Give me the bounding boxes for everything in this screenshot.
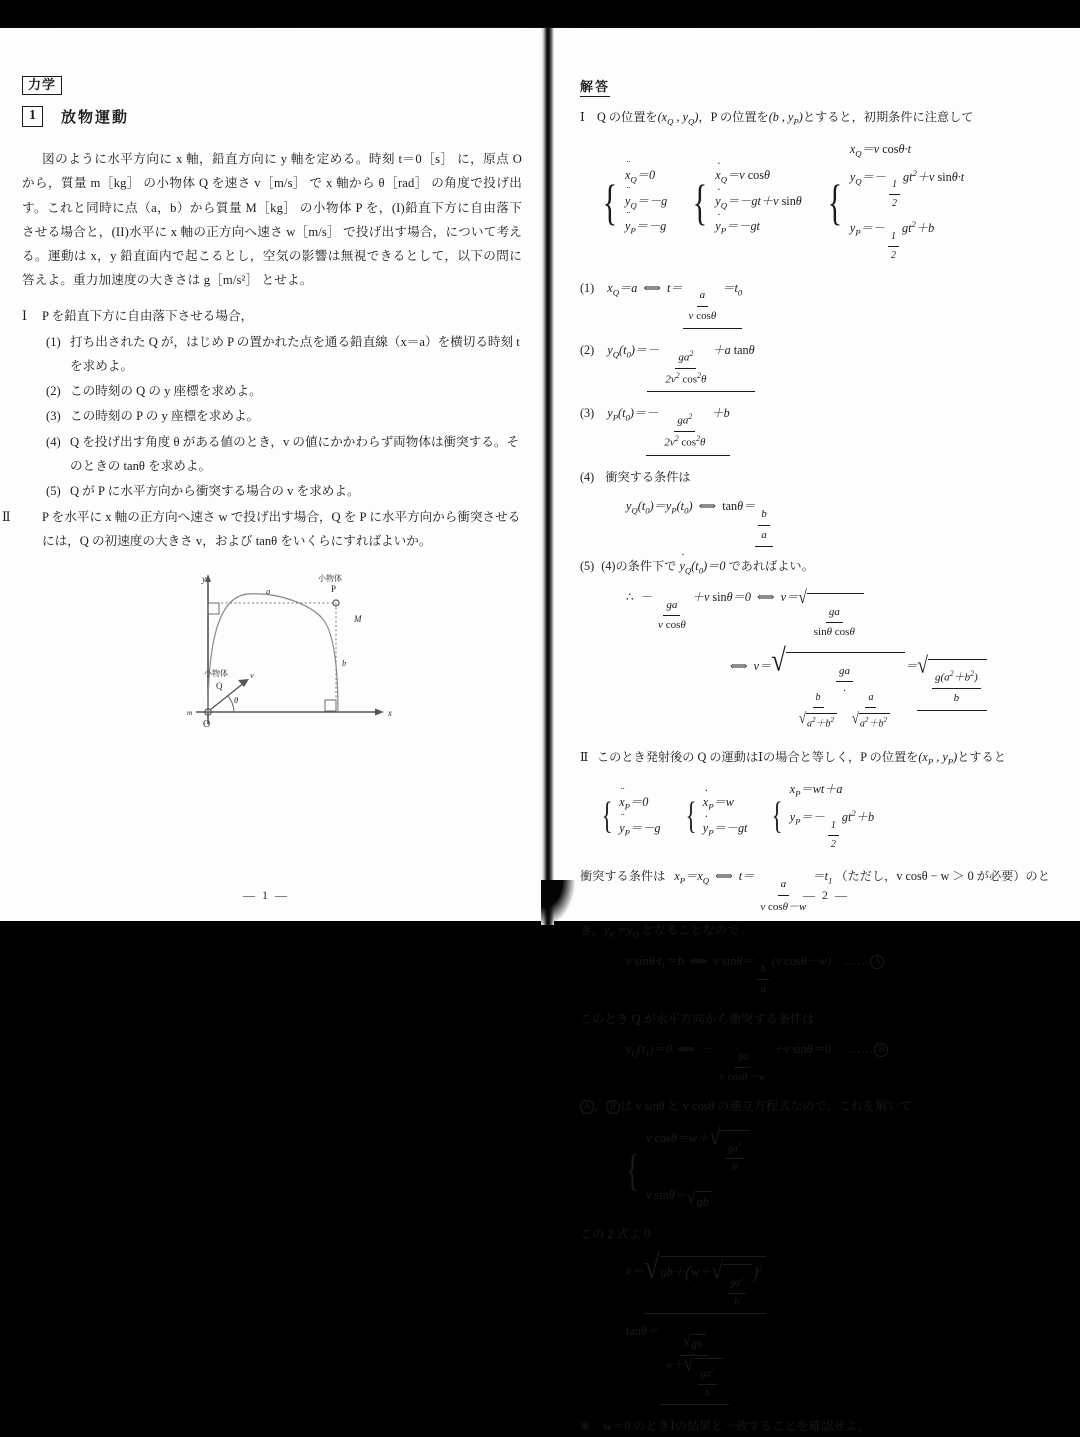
collision-note-3: となることなので [641, 923, 740, 938]
accel-system-II: { ¨ $x_P=0$ ¨ $y_P=-g$ [598, 791, 661, 842]
x-axis-label: x [388, 707, 392, 718]
answer-section-II-text: このとき発射後の Q の運動はⅠの場合と等しく，P の位置を($x_P$ , $y_P$)とすると [597, 750, 1006, 767]
answer-3 [580, 404, 1052, 456]
equation-A-ref: A [580, 1100, 594, 1114]
collision-note-2: き， [580, 923, 604, 938]
mass-m-label: m [187, 707, 193, 717]
question-label: (5) [46, 483, 61, 498]
equation-A: v $\sin\theta\cdot t_1=b$ ⟺ v sinθ＝ $\frac{b}{a}$ (v cosθ－w) …… A [626, 952, 1052, 999]
question-list [22, 330, 522, 503]
problem-heading [22, 106, 522, 127]
left-page-content [2, 76, 522, 747]
footnote-row [580, 1415, 1052, 1437]
section-II-text: P を水平に x 軸の正方向へ速さ w で投げ出す場合，Q を P に水平方向から衝突させるには，Q の初速度の大きさ v，および tanθ をいくらにすればよいか。 [42, 510, 521, 548]
problem-section-II [2, 506, 522, 554]
answer-section-I-intro [580, 106, 1052, 130]
book-gutter-shadow [541, 880, 575, 925]
left-page [0, 28, 548, 921]
problem-body [22, 147, 522, 292]
problem-section-I [22, 305, 522, 329]
answer-5-math-2: ⟺ v＝ √ ga b √ $a^2+b^2$ · a √ $a^2+b^2$ ＝ √ $\frac{g(a^2+b^2)}{b}$ [730, 652, 1052, 732]
answer-5 [580, 555, 1052, 579]
answer-1-label: (1) [580, 280, 595, 295]
answer-2-math: $y_Q(t_0)=-$ $\frac{ga^2}{2v^2 \cos^2\theta}$ ＋a tanθ [607, 343, 754, 357]
object-q-caption: 小物体 [204, 668, 228, 678]
collision-note: （ただし，v cosθ − w ＞ 0 が必要）のと [835, 869, 1050, 884]
equation-B-label: B [874, 1043, 888, 1057]
simultaneous-text: は v sinθ と v cosθ の連立方程式なので，これを解いて [620, 1099, 912, 1114]
answer-4 [580, 466, 1052, 489]
answer-5-math-1: ∴ － $\frac{ga}{\text{v cosθ}}$ ＋v sinθ＝0 ⟺ v＝ √ $\frac{ga}{\text{sinθ cosθ}}$ [626, 588, 1052, 642]
horizontal-collision-condition: このとき Q が水平方向から衝突する条件は [580, 1012, 815, 1026]
right-page-content [580, 76, 1052, 1437]
question-text: Q を投げ出す角度 θ がある値のとき，v の値にかかわらず両物体は衝突する。そのときの tanθ を求めよ。 [70, 434, 520, 473]
question-text: Q が P に水平方向から衝突する場合の v を求めよ。 [70, 483, 360, 498]
list-item [46, 430, 522, 478]
answer-1 [580, 279, 1052, 329]
list-item [46, 479, 522, 503]
velocity-system: { ˙ $x_Q=v$ cosθ ˙ $y_Q=-gt+v$ sinθ ˙ $y_P=-gt$ [688, 164, 802, 240]
right-angle-lower [325, 700, 336, 711]
right-page [548, 28, 1080, 1433]
question-text: 打ち出された Q が，はじめ P の置かれた点を通る鉛直線（x＝a）を横切る時刻 t を求めよ。 [70, 334, 520, 374]
final-tan: tanθ＝ √ gb w＋ √ $\frac{ga^2}{b}$ [626, 1322, 1052, 1405]
answer-4-condition: 衝突する条件は [605, 469, 691, 484]
solution-brace: { v cosθ＝w＋ √ $\frac{ga^2}{b}$ v sinθ＝ √ gb [622, 1126, 750, 1215]
collision-condition-label: 衝突する条件は [580, 869, 666, 884]
distance-a-label: a [266, 585, 271, 596]
answer-heading-wrap [580, 76, 1052, 97]
answer-4-math: $y_Q(t_0)=y_P(t_0)$ ⟺ tanθ＝ $\frac{b}{a}$ [626, 497, 1052, 547]
list-item [46, 404, 522, 428]
answer-3-label: (3) [580, 406, 595, 421]
object-p-name: P [331, 583, 337, 594]
object-q-name: Q [216, 680, 223, 691]
position-system-II: { $x_P=wt+a$ $y_P=-$ $\frac{1}{2}$ $gt^2+b$ [772, 782, 875, 850]
solved-system [622, 1126, 1052, 1215]
x-axis-arrow [375, 708, 384, 715]
equation-B-ref: B [606, 1100, 620, 1114]
angle-label: θ [234, 694, 239, 705]
footnote-text: w＝0 のときⅠの結果と一致することを確認せよ。 [603, 1418, 870, 1433]
diagram-svg [182, 572, 412, 747]
answer-2 [580, 341, 1052, 393]
answer-2-label: (2) [580, 342, 595, 357]
answer-section-I-label: Ⅰ [580, 110, 585, 124]
problem-body-text: 図のように水平方向に x 軸，鉛直方向に y 軸を定める。時刻 t＝0［s］ に，原点 O から，質量 m［kg］ の小物体 Q を速さ v［m/s］ で x 軸から θ［rad］ の角度で投げ出す。これと同時に点（a，b）から質量 M［kg］ の小物体 P を，(I)鉛直下方に自由落下させる場合と，(II)水平に x 軸の正方向へ速さ w［m/s］ で投げ出す場合，について考える。運動は x，y 鉛直面内で起こるとし，空気の影響は無視できるとして，以下の問に答えよ。重力加速度の大きさは g［m/s²］ とせよ。 [22, 152, 522, 288]
mass-M-label: M [354, 613, 362, 624]
equation-B: ˙ $y_Q(t_1)=0$ ⟺ － $\frac{ga}{\text{v cosθ－w}}$ ＋v sinθ＝0 …… B [626, 1040, 1052, 1087]
answer-section-I-text: Q の位置を($x_Q$ , $y_Q$)，P の位置を(b , $y_P$)とすると，初期条件に注意して [597, 110, 974, 127]
answer-3-math: $y_P(t_0)=-$ $\frac{ga^2}{2v^2 \cos^2\theta}$ ＋b [607, 406, 729, 420]
answer-5-condition: (4)の条件下で ˙ $y_Q(t_0)=0$ であればよい。 [601, 559, 814, 573]
answer-section-II-label: Ⅱ [580, 750, 589, 765]
velocity-system-II: { ˙ $x_P=w$ ˙ $y_P=-gt$ [682, 791, 748, 842]
q-trajectory [208, 594, 338, 712]
origin-label: O [203, 718, 211, 730]
list-item [46, 330, 522, 378]
left-page-number: — 1 — [243, 888, 289, 902]
problem-number: 1 [22, 106, 43, 127]
velocity-label: v [250, 669, 254, 680]
photo-top-border [0, 0, 1080, 28]
subject-tag: 力学 [22, 76, 62, 95]
question-label: (1) [46, 334, 61, 349]
accel-system: { ¨ $x_Q=0$ ¨ $y_Q=-g$ ¨ $y_P=-g$ [598, 164, 667, 240]
position-system: { $x_Q=v$ cosθ·t $y_Q=-$ $\frac{1}{2}$ $gt^2+v$ sinθ·t $y_P=-$ $\frac{1}{2}$ $gt^2+b$ [827, 142, 965, 262]
question-label: (4) [46, 434, 61, 449]
question-label: (3) [46, 409, 61, 424]
answer-4-label: (4) [580, 469, 595, 484]
question-text: この時刻の Q の y 座標を求めよ。 [70, 384, 262, 399]
equations-of-motion-II [598, 778, 1052, 855]
answer-heading: 解答 [580, 76, 610, 97]
projectile-diagram [22, 572, 522, 747]
equations-of-motion-I [598, 138, 1052, 267]
right-page-number: — 2 — [803, 888, 849, 902]
final-v: v＝ √ gb＋(w＋ √ $\frac{ga^2}{b}$ )$^2$ [626, 1256, 1052, 1314]
two-equations-text: この 2 式より [580, 1227, 654, 1242]
section-II-label: Ⅱ [2, 510, 11, 525]
equation-A-label: A [870, 955, 884, 969]
question-label: (2) [46, 384, 61, 399]
collision-condition-math: $x_P=x_Q$ ⟺ t＝ $\frac{a}{\text{v cosθ－w}}$ $=t_1$ [674, 869, 833, 914]
right-angle-upper [208, 603, 219, 614]
collision-condition-II-cont: き，$y_P=y_Q$ となることなので [580, 923, 740, 940]
section-I-text: P を鉛直下方に自由落下させる場合， [42, 308, 254, 323]
section-I-label: Ⅰ [22, 308, 27, 323]
answer-1-math: $x_Q=a$ ⟺ t＝ $\frac{a}{\text{v cosθ}}$ $=t_0$ [607, 281, 742, 295]
answer-5-label: (5) [580, 559, 595, 574]
simultaneous-equations-text: A ， B は v sinθ と v cosθ の連立方程式なので，これを解いて [580, 1095, 1052, 1118]
answer-section-II-intro [580, 746, 1052, 770]
y-axis-label: y [202, 573, 206, 584]
list-item [46, 379, 522, 403]
problem-title: 放物運動 [61, 110, 130, 127]
subject-tag-box [22, 76, 522, 95]
object-p-caption: 小物体 [318, 573, 342, 583]
footnote-mark: ※ [580, 1418, 591, 1433]
book-gutter [541, 28, 554, 925]
distance-b-label: b [342, 657, 347, 668]
question-text: この時刻の P の y 座標を求めよ。 [70, 409, 260, 424]
